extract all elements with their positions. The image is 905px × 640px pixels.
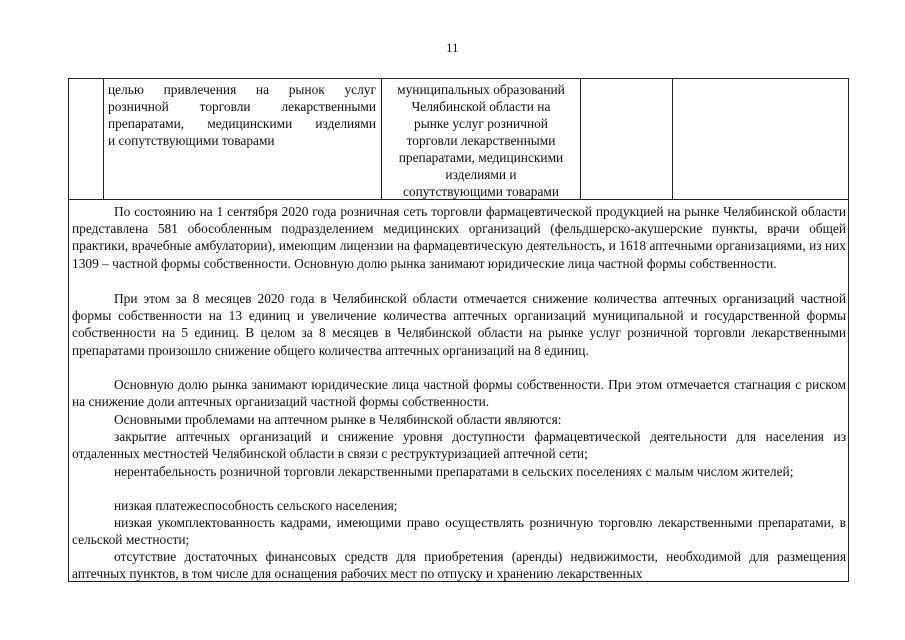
cell-line: препаратами, медицинскими изделиями — [108, 116, 376, 131]
table-col-line-3 — [580, 78, 581, 199]
cell-line: изделиями и — [445, 167, 517, 182]
cell-line: целью привлечения на рынок услуг — [108, 82, 376, 97]
cell-line: Челябинской области на — [411, 99, 551, 114]
cell-line: розничной торговли лекарственными — [108, 99, 376, 114]
cell-line: сопутствующими товарами — [402, 184, 560, 199]
body-paragraph-6: нерентабельность розничной торговли лекарственными препаратами в сельских поселениях с малым числом жителей; — [114, 464, 794, 479]
body-paragraph-2: При этом за 8 месяцев 2020 года в Челябинской области отмечается снижение количества аптечных организаций частной формы собственности на 13 единиц и увеличение количества аптечных организаций муниципальной и государственной формы собственности на 5 единиц. В целом за 8 месяцев в Челябинской области на рынке услуг розничной торговли лекарственными препаратами произошло снижение общего количества аптечных организаций на 8 единиц. — [72, 291, 846, 358]
table-col-line-4 — [672, 78, 673, 199]
body-paragraph-1: По состоянию на 1 сентября 2020 года розничная сеть торговли фармацевтической продукцией на рынке Челябинской области представлена 581 обособленным подразделением медицинских организаций (фельдшерско-акушерские пункты, врачи общей практики, врачебные амбулатории), имеющим лицензии на фармацевтическую деятельность, и 1618 аптечными организациями, из них 1309 – частной формы собственности. Основную долю рынка занимают юридические лица частной формы собственности. — [72, 204, 846, 271]
cell-line: рынке услуг розничной — [414, 116, 548, 131]
cell-line: муниципальных образований — [397, 82, 565, 97]
body-paragraph-7: низкая платежеспособность сельского населения; — [114, 498, 398, 513]
table-col-line-2 — [381, 78, 382, 199]
body-paragraph-9: отсутствие достаточных финансовых средств для приобретения (аренды) недвижимости, необходимой для размещения аптечных пунктов, в том числе для оснащения рабочих мест по отпуску и хранению лекарственных — [72, 549, 846, 582]
body-paragraph-3: Основную долю рынка занимают юридические лица частной формы собственности. При этом отмечается стагнация с риском на снижение доли аптечных организаций частной формы собственности. — [72, 377, 846, 410]
table-col-line-1 — [103, 78, 104, 199]
page-number: 11 — [446, 40, 459, 55]
body-paragraph-4: Основными проблемами на аптечном рынке в Челябинской области являются: — [114, 412, 562, 427]
body-paragraph-5: закрытие аптечных организаций и снижение уровня доступности фармацевтической деятельности для населения из отдаленных местностей Челябинской области в связи с реструктуризацией аптечной сети; — [72, 429, 846, 462]
table-cell-measure — [108, 81, 376, 149]
cell-line: препаратами, медицинскими — [398, 150, 564, 165]
cell-line: и сопутствующими товарами — [108, 133, 275, 148]
cell-line: торговли лекарственными — [406, 133, 556, 148]
body-paragraph-8: низкая укомплектованность кадрами, имеющими право осуществлять розничную торговлю лекарственными препаратами, в сельской местности; — [72, 515, 846, 548]
table-cell-indicator — [383, 81, 579, 200]
